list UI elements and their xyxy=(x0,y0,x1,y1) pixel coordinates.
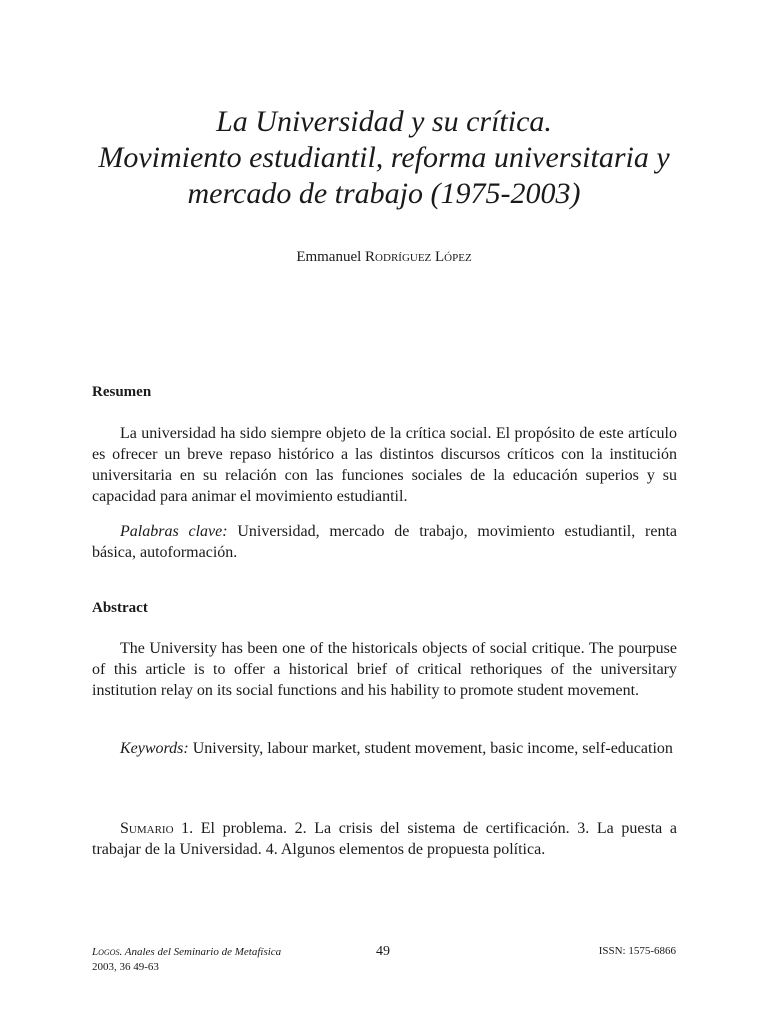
author-first-name: Emmanuel xyxy=(296,249,362,265)
abstract-keywords-label: Keywords: xyxy=(120,740,189,757)
journal-volume: 2003, 36 49-63 xyxy=(92,961,159,973)
article-title xyxy=(60,104,708,212)
journal-name: Anales del Seminario de Metafísica xyxy=(124,946,282,958)
resumen-heading: Resumen xyxy=(92,384,152,400)
journal-name-line xyxy=(92,945,281,960)
sumario-paragraph xyxy=(92,818,677,860)
abstract-paragraph: The University has been one of the historicals objects of social critique. The pourpuse of this article is to offer a historical brief of critical rethoriques of the universitary institution relay on its social functions and his hability to promote student movement. xyxy=(92,640,677,699)
abstract-keywords xyxy=(92,738,677,759)
journal-prefix: Logos. xyxy=(92,946,123,958)
resumen-keywords-label: Palabras clave: xyxy=(120,523,228,540)
sumario-label: Sumario xyxy=(120,820,174,837)
abstract-keywords-text: University, labour market, student movement, basic income, self-education xyxy=(192,740,673,757)
title-line-3: mercado de trabajo (1975-2003) xyxy=(187,177,581,210)
resumen-keywords-text: Universidad, mercado de trabajo, movimiento estudiantil, renta básica, autoformación. xyxy=(92,523,678,561)
author-name xyxy=(60,249,708,266)
title-line-2: Movimiento estudiantil, reforma universitaria y xyxy=(98,141,670,174)
abstract-heading: Abstract xyxy=(92,600,148,616)
journal-citation xyxy=(92,945,281,975)
author-last-name: Rodríguez López xyxy=(365,249,472,265)
resumen-paragraph: La universidad ha sido siempre objeto de la crítica social. El propósito de este artículo es ofrecer un breve repaso histórico a las distintos discursos críticos con la institución universitaria en su relación con las funciones sociales de la educación superios y su capacidad para animar el movimiento estudiantil. xyxy=(92,425,677,505)
resumen-keywords xyxy=(92,521,677,563)
issn: ISSN: 1575-6866 xyxy=(598,945,676,957)
title-line-1: La Universidad y su crítica. xyxy=(216,105,552,138)
sumario-text: 1. El problema. 2. La crisis del sistema de certificación. 3. La puesta a trabajar de la Universidad. 4. Algunos elementos de propuesta política. xyxy=(92,820,677,858)
page-number: 49 xyxy=(376,944,390,959)
